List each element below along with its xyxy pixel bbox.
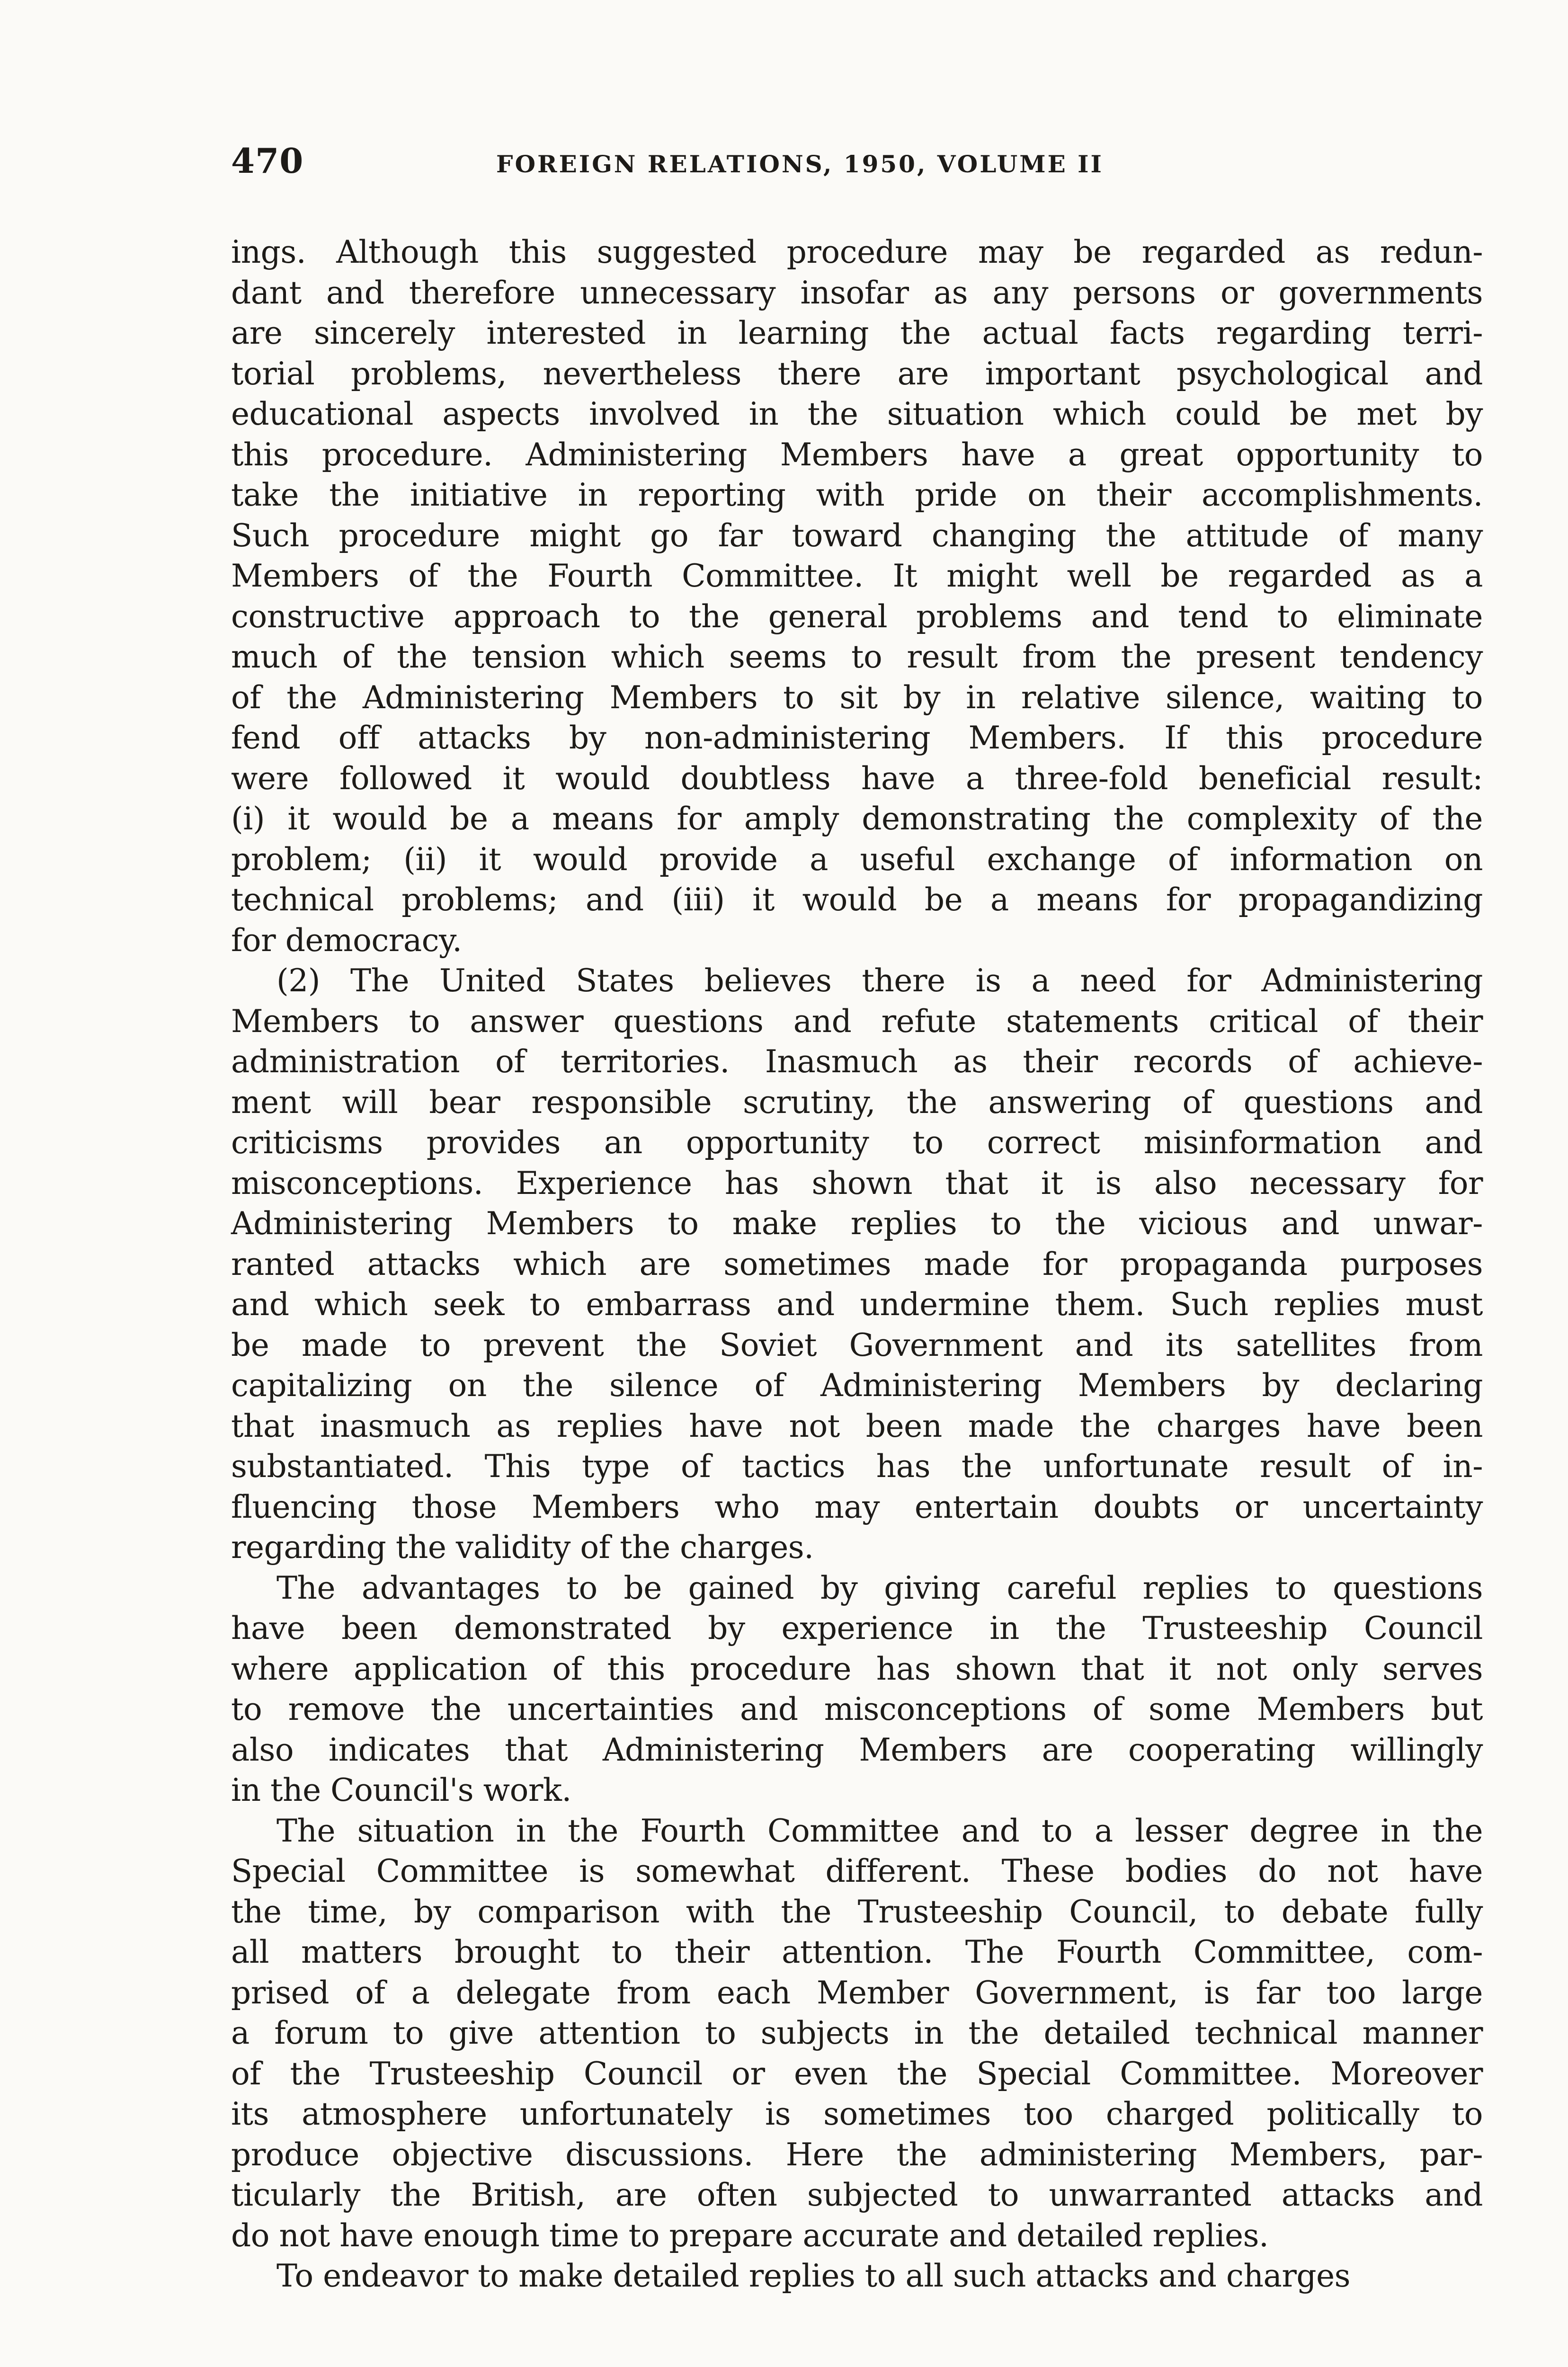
text-line: the time, by comparison with the Trusteeship Council, to debate fully (231, 1893, 1483, 1930)
text-line: educational aspects involved in the situation which could be met by (231, 396, 1483, 432)
text-line: Members of the Fourth Committee. It might well be regarded as a (231, 558, 1483, 594)
page-number: 470 (231, 141, 304, 181)
text-line: all matters brought to their attention. The Fourth Committee, com- (231, 1934, 1483, 1970)
text-line: The situation in the Fourth Committee and to a lesser degree in the (276, 1812, 1483, 1849)
text-line: constructive approach to the general problems and tend to eliminate (231, 598, 1483, 635)
text-line: Such procedure might go far toward changing the attitude of many (231, 517, 1483, 554)
body-text (231, 232, 1483, 2296)
text-line: this procedure. Administering Members have a great opportunity to (231, 436, 1483, 473)
text-line: its atmosphere unfortunately is sometimes too charged politically to (231, 2096, 1483, 2132)
text-line: fluencing those Members who may entertain doubts or uncertainty (231, 1488, 1483, 1525)
text-line: The advantages to be gained by giving careful replies to questions (276, 1569, 1483, 1606)
text-line: criticisms provides an opportunity to correct misinformation and (231, 1124, 1483, 1161)
text-line: ment will bear responsible scrutiny, the answering of questions and (231, 1084, 1483, 1121)
text-line: of the Trusteeship Council or even the Special Committee. Moreover (231, 2055, 1483, 2092)
text-line: were followed it would doubtless have a three-fold beneficial result: (231, 760, 1483, 797)
text-line: that inasmuch as replies have not been made the charges have been (231, 1407, 1483, 1444)
text-line: capitalizing on the silence of Administering Members by declaring (231, 1367, 1483, 1404)
text-line: to remove the uncertainties and misconceptions of some Members but (231, 1691, 1483, 1727)
text-line: ranted attacks which are sometimes made for propaganda purposes (231, 1246, 1483, 1282)
text-line: regarding the validity of the charges. (231, 1529, 814, 1566)
text-line: prised of a delegate from each Member Government, is far too large (231, 1974, 1483, 2011)
text-line: in the Council's work. (231, 1772, 571, 1808)
text-line: Members to answer questions and refute statements critical of their (231, 1003, 1483, 1040)
text-line: Special Committee is somewhat different. These bodies do not have (231, 1853, 1483, 1889)
text-line: take the initiative in reporting with pride on their accomplishments. (231, 477, 1483, 513)
text-line: of the Administering Members to sit by in relative silence, waiting to (231, 679, 1483, 716)
text-line: much of the tension which seems to result from the present tendency (231, 639, 1483, 675)
text-line: ticularly the British, are often subjected to unwarranted attacks and (231, 2177, 1483, 2213)
text-line: do not have enough time to prepare accurate and detailed replies. (231, 2217, 1269, 2254)
text-line: misconceptions. Experience has shown that it is also necessary for (231, 1165, 1483, 1201)
text-line: problem; (ii) it would provide a useful exchange of information on (231, 841, 1483, 878)
text-line: a forum to give attention to subjects in the detailed technical manner (231, 2015, 1483, 2051)
text-line: administration of territories. Inasmuch as their records of achieve- (231, 1043, 1483, 1080)
text-line: be made to prevent the Soviet Government and its satellites from (231, 1326, 1483, 1363)
text-line: have been demonstrated by experience in the Trusteeship Council (231, 1610, 1483, 1646)
text-line: (2) The United States believes there is a need for Administering (276, 962, 1483, 999)
text-line: To endeavor to make detailed replies to all such attacks and charges (276, 2258, 1351, 2294)
text-line: are sincerely interested in learning the actual facts regarding terri- (231, 315, 1483, 351)
text-line: Administering Members to make replies to the vicious and unwar- (231, 1205, 1483, 1242)
running-head: FOREIGN RELATIONS, 1950, VOLUME II (496, 150, 1104, 178)
text-line: substantiated. This type of tactics has the unfortunate result of in- (231, 1448, 1483, 1485)
text-line: also indicates that Administering Members are cooperating willingly (231, 1731, 1483, 1768)
text-line: produce objective discussions. Here the administering Members, par- (231, 2136, 1483, 2173)
text-line: where application of this procedure has shown that it not only serves (231, 1650, 1483, 1687)
text-line: technical problems; and (iii) it would be a means for propagandizing (231, 881, 1483, 918)
page-header (231, 140, 1490, 192)
text-line: dant and therefore unnecessary insofar as any persons or governments (231, 274, 1483, 311)
text-line: fend off attacks by non-administering Members. If this procedure (231, 720, 1483, 756)
text-line: for democracy. (231, 922, 462, 959)
text-line: (i) it would be a means for amply demonstrating the complexity of the (231, 801, 1483, 837)
text-line: ings. Although this suggested procedure may be regarded as redun- (231, 234, 1483, 270)
text-line: and which seek to embarrass and undermine them. Such replies must (231, 1286, 1483, 1323)
text-line: torial problems, nevertheless there are important psychological and (231, 355, 1483, 392)
